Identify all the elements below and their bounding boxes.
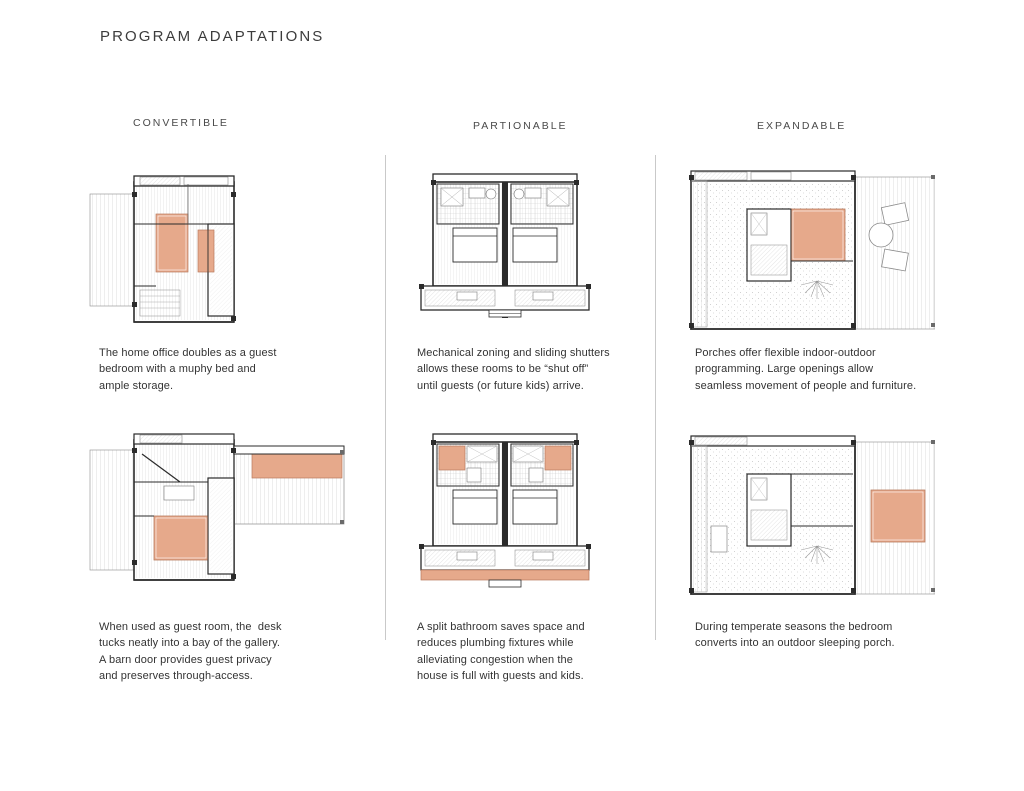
caption-line: reduces plumbing fixtures while <box>417 637 574 650</box>
caption-line: Porches offer flexible indoor-outdoor <box>695 347 876 359</box>
caption-line: The home office doubles as a guest <box>99 347 277 359</box>
caption-line: house is full with guests and kids. <box>417 669 584 682</box>
column-divider-right <box>655 155 656 640</box>
caption-line: seamless movement of people and furniture. <box>695 379 917 392</box>
caption-convertible-top <box>99 345 299 394</box>
caption-expandable-top <box>695 345 935 394</box>
caption-line: A split bathroom saves space and <box>417 621 585 633</box>
caption-partionable-top <box>417 345 627 394</box>
floor-plan-partionable-two-rooms <box>405 168 605 328</box>
caption-line: alleviating congestion when the <box>417 653 573 666</box>
caption-line: When used as guest room, the desk <box>99 621 282 633</box>
column-title-partionable: PARTIONABLE <box>473 120 568 132</box>
caption-line: programming. Large openings allow <box>695 363 874 376</box>
page-title: PROGRAM ADAPTATIONS <box>100 28 325 45</box>
floor-plan-partionable-split-bath <box>405 428 605 593</box>
caption-line: and preserves through-access. <box>99 669 253 682</box>
caption-line: bedroom with a muphy bed and <box>99 363 256 376</box>
caption-convertible-bottom <box>99 619 309 684</box>
caption-line: until guests (or future kids) arrive. <box>417 379 584 392</box>
caption-partionable-bottom <box>417 619 617 684</box>
caption-line: allows these rooms to be “shut off” <box>417 363 589 376</box>
floor-plan-convertible-guest-room <box>88 428 358 598</box>
caption-line: converts into an outdoor sleeping porch. <box>695 637 895 650</box>
floor-plan-convertible-office <box>88 168 263 333</box>
caption-line: tucks neatly into a bay of the gallery. <box>99 637 281 650</box>
caption-line: ample storage. <box>99 379 174 392</box>
floor-plan-expandable-sleeping-porch <box>685 430 935 600</box>
column-divider-left <box>385 155 386 640</box>
floor-plan-expandable-porch <box>685 165 935 335</box>
column-title-expandable: EXPANDABLE <box>757 120 847 132</box>
caption-line: During temperate seasons the bedroom <box>695 621 893 633</box>
column-title-convertible: CONVERTIBLE <box>133 117 229 129</box>
caption-line: Mechanical zoning and sliding shutters <box>417 347 610 359</box>
caption-line: A barn door provides guest privacy <box>99 653 272 666</box>
caption-expandable-bottom <box>695 619 925 652</box>
